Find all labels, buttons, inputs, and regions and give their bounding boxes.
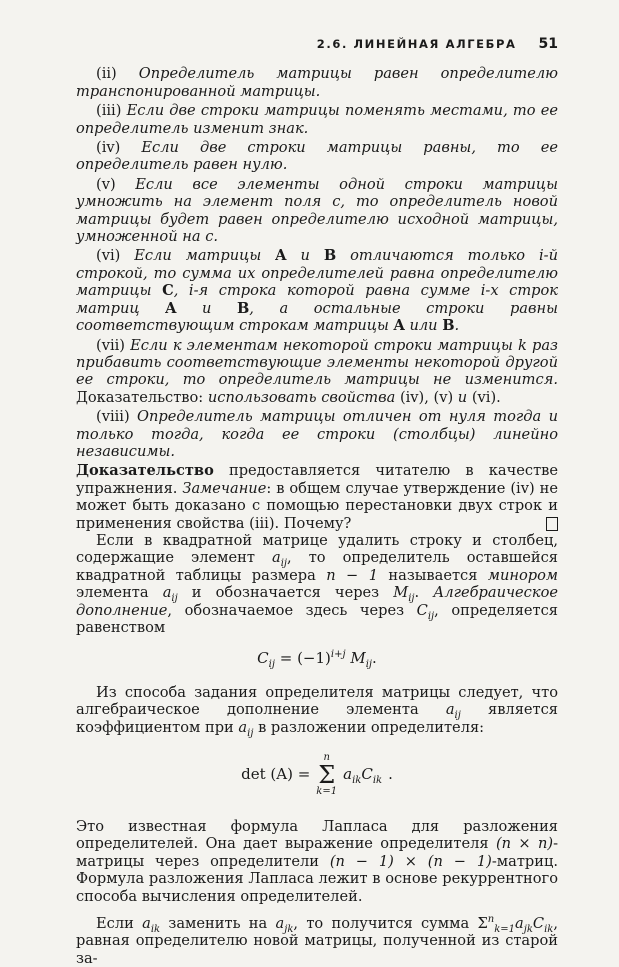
expansion-paragraph: Из способа задания определителя матрицы следует, что алгебраическое дополнение элемента $a_{ij}$ является коэффициентом при $a_{ij}$ в разложении определителя:: [76, 683, 558, 739]
property-number: (v): [96, 175, 116, 193]
laplace-paragraph: Это известная формула Лапласа для разложения определителей. Она дает выражение определителя (n × n)-матрицы через определители (n − 1) × (n − 1)-матриц. Формула разложения Лапласа лежит в основе рекуррентного способа вычисления определителей.: [76, 818, 558, 905]
cofactor-formula: $C_{ij} = (-1)^{i+j}$ $M_{ij}$.: [257, 649, 377, 671]
property-item: (ii) Определитель матрицы равен определителю транспонированной матрицы.: [76, 65, 559, 100]
property-number: (iv): [96, 139, 121, 157]
property-item: (vi) Если матрицы A и B отличаются только i-й строкой, то сумма их определителей равна определителю матрицы C, i-я строка которой равна сумме i-х строк матриц A и B, а остальные строки равны соответствующим строкам матрицы A или B.: [76, 247, 559, 335]
page-number: 51: [538, 36, 558, 52]
book-page: [76, 36, 558, 967]
property-item: (iv) Если две строки матрицы равны, то ее определитель равен нулю.: [76, 139, 558, 174]
replacement-paragraph: Если $a_{ik}$ заменить на $a_{jk}$, то получится сумма $\Sigma^n_{k=1}a_{jk}C_{ik}$, равная определителю новой матрицы, полученной из старой за-: [76, 914, 558, 967]
minor-definition-paragraph: Если в квадратной матрице удалить строку и столбец, содержащие элемент $a_{ij}$, то определитель оставшейся квадратной таблицы размера n − 1 называется минором элемента $a_{ij}$ и обозначается через $M_{ij}$. Алгебраическое дополнение, обозначаемое здесь через $C_{ij}$, определяется равенством: [76, 531, 558, 636]
proof-title: Доказательство: [76, 462, 214, 480]
section-title: 2.6. ЛИНЕЙНАЯ АЛГЕБРА: [316, 37, 517, 51]
property-item: (vii) Если к элементам некоторой строки матрицы k раз прибавить соответствующие элементы некоторой другой ее строки, то определитель матрицы не изменится. Доказательство: использовать свойства (iv), (v) и (vi).: [76, 336, 559, 406]
property-item: (v) Если все элементы одной строки матрицы умножить на элемент поля c, то определитель новой матрицы будет равен определителю исходной матрицы, умноженной на c.: [76, 175, 558, 246]
cofactor-term: Алгебраическое дополнение: [76, 584, 558, 619]
proof-paragraph: Доказательство предоставляется читателю в качестве упражнения. Замечание: в общем случае утверждение (iv) не может быть доказано с помощью перестановки двух строк и применения свойства (iii). Почему?: [76, 462, 558, 532]
sum-operator: n Σ k=1: [316, 752, 338, 798]
property-number: (iii): [96, 102, 122, 120]
property-item: (iii) Если две строки матрицы поменять местами, то ее определитель изменит знак.: [76, 102, 558, 137]
property-number: (vii): [96, 336, 125, 354]
minor-term: минором: [487, 566, 558, 584]
laplace-formula: det (A) = n Σ k=1 $a_{ik}C_{ik}$ .: [241, 752, 393, 798]
property-number: (ii): [96, 65, 117, 83]
qed-square-icon: [546, 517, 558, 531]
remark-label: Замечание: [182, 479, 267, 497]
property-number: (viii): [96, 408, 130, 426]
properties-list: [76, 65, 558, 460]
property-number: (vi): [96, 247, 121, 265]
running-header: [76, 36, 558, 53]
property-item: (viii) Определитель матрицы отличен от нуля тогда и только тогда, когда ее строки (столбцы) линейно независимы.: [76, 408, 558, 460]
